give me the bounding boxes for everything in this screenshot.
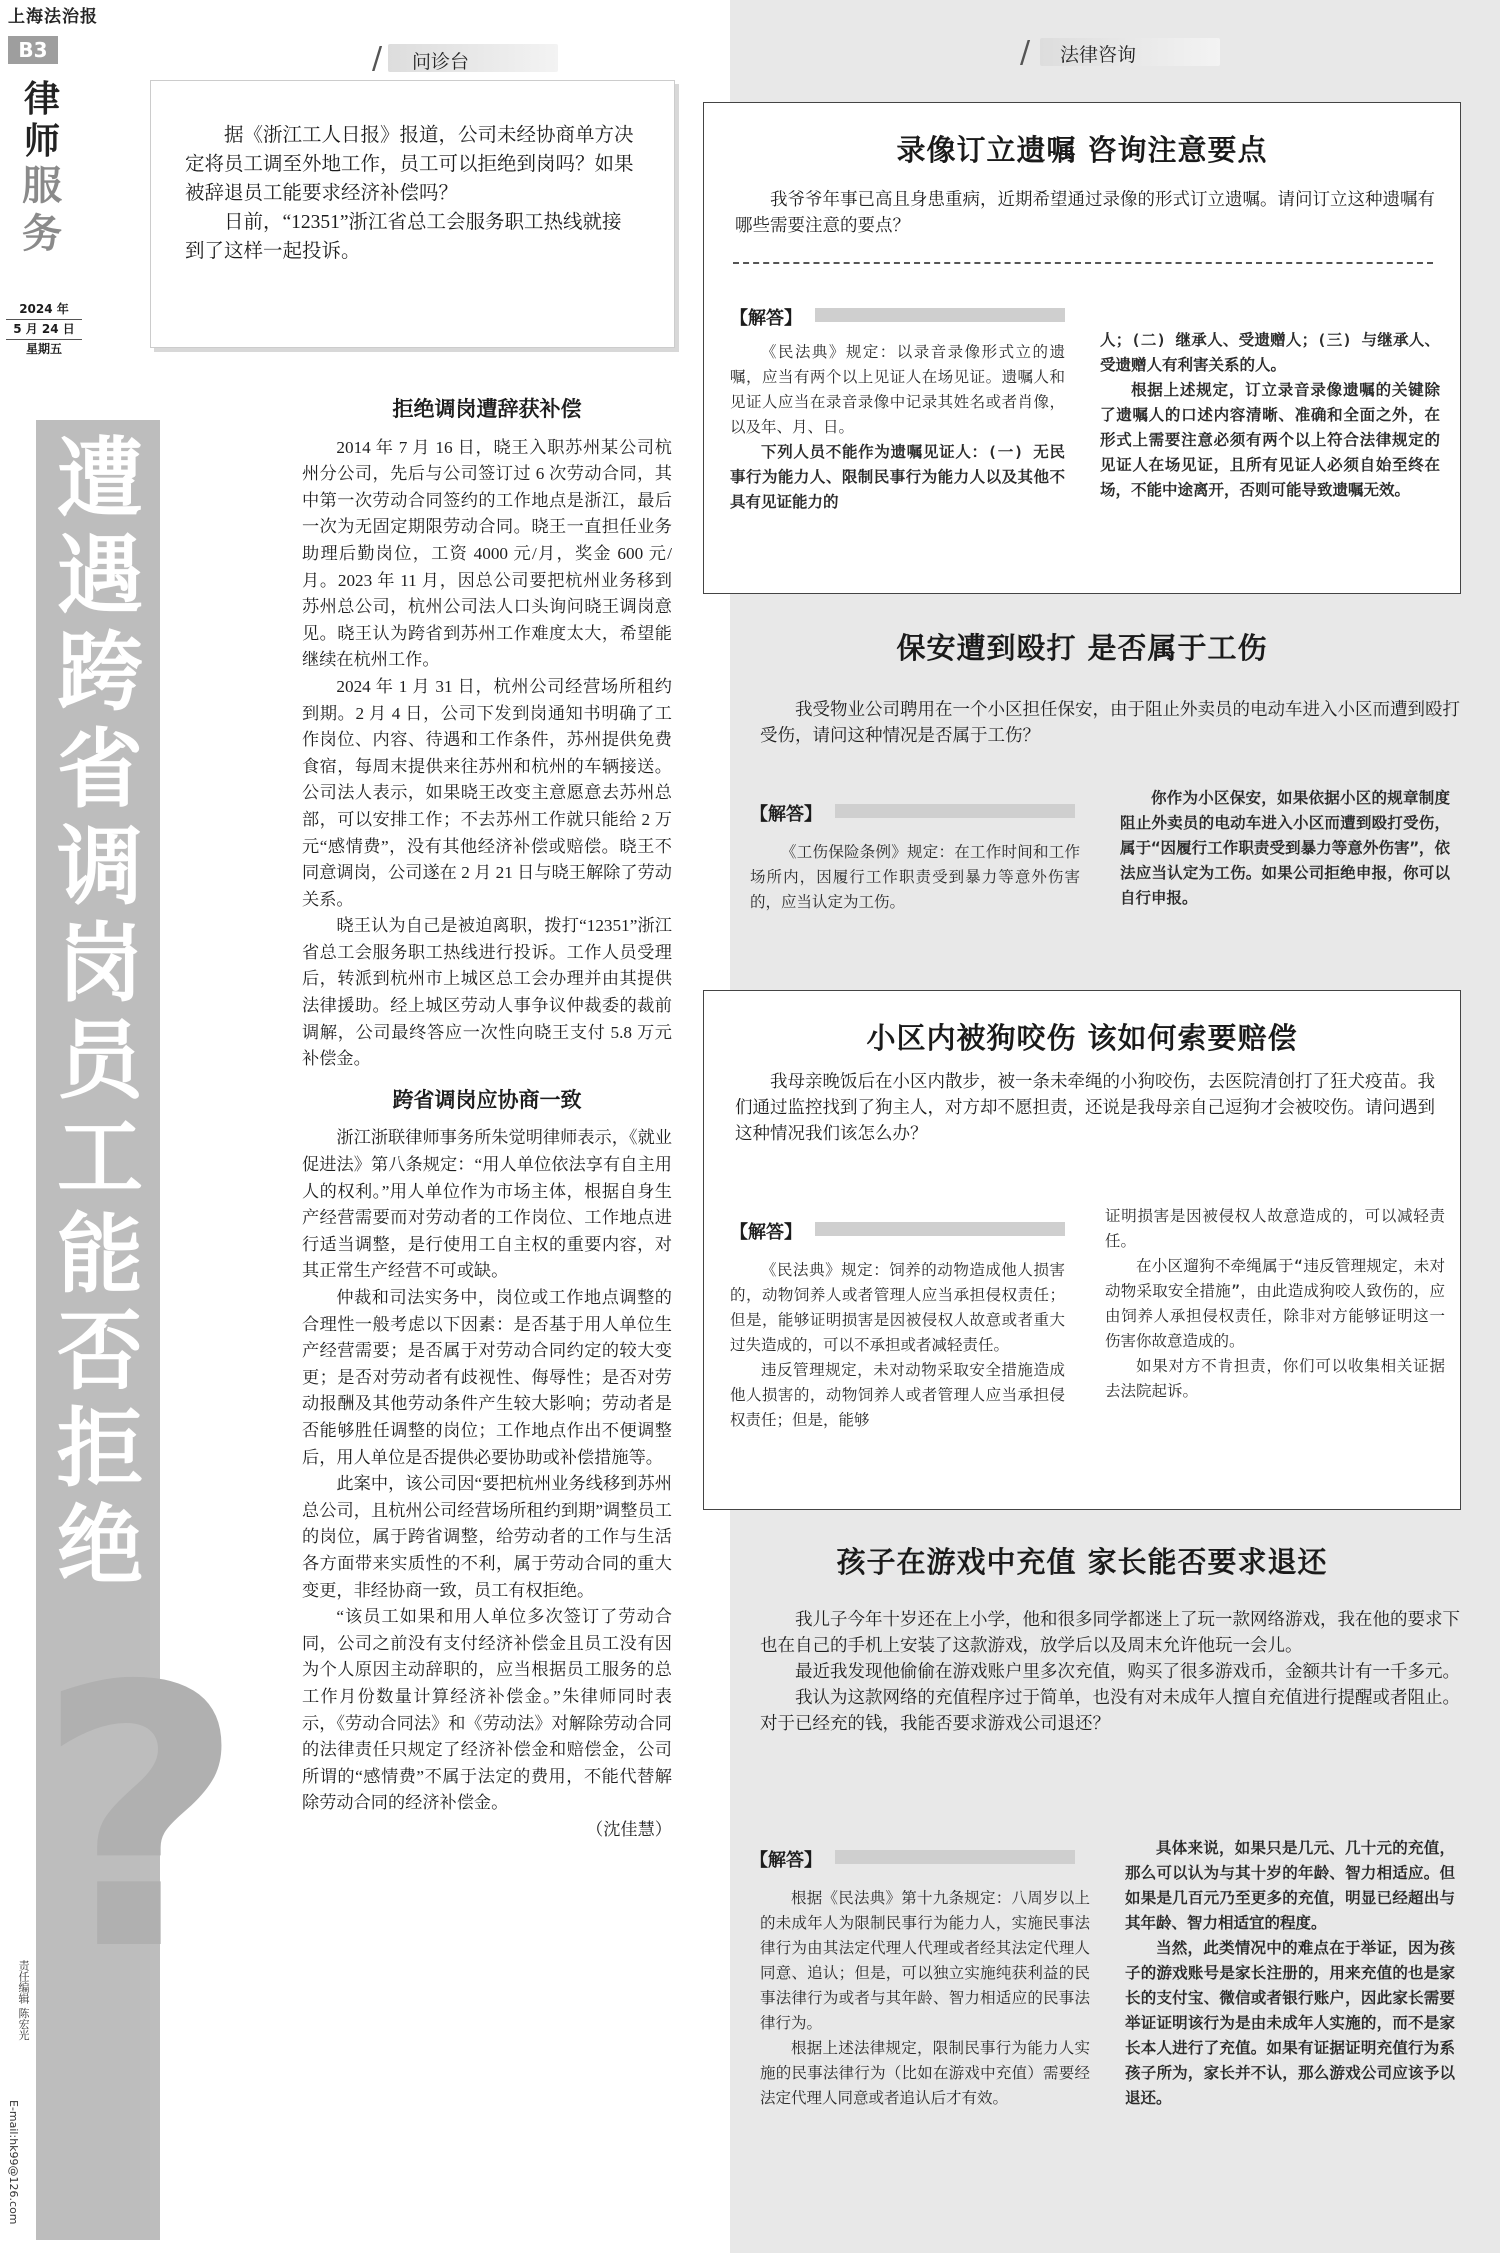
answer-paragraph: 违反管理规定，未对动物采取安全措施造成他人损害的，动物饲养人或者管理人应当承担侵权责任；但是，能够 bbox=[730, 1361, 1065, 1429]
qa-answer-right bbox=[1120, 786, 1450, 911]
qa-answer-right bbox=[1100, 328, 1440, 503]
qa-question bbox=[760, 696, 1460, 748]
qa-question-paragraph: 最近我发现他偷偷在游戏账户里多次充值，购买了很多游戏币，金额共计有一千多元。 bbox=[795, 1661, 1460, 1681]
answer-paragraph: 下列人员不能作为遗嘱见证人：(一) 无民事行为能力人、限制民事行为能力人以及其他不具有见证能力的 bbox=[730, 443, 1065, 511]
answer-paragraph: 《工伤保险条例》规定：在工作时间和工作场所内，因履行工作职责受到暴力等意外伤害的，应当认定为工伤。 bbox=[750, 843, 1080, 911]
column-tag-wenzhentai: 问诊台 bbox=[412, 51, 470, 73]
editor-credit: 责任编辑 陈宏光 bbox=[17, 1960, 30, 2041]
answer-paragraph: 当然，此类情况中的难点在于举证，因为孩子的游戏账号是家长注册的，用来充值的也是家长的支付宝、微信或者银行账户，因此家长需要举证证明该行为是由未成年人实施的，而不是家长本人进行了充值。如果有证据证明充值行为系孩子所为，家长并不认，那么游戏公司应该予以退还。 bbox=[1125, 1939, 1455, 2107]
answer-paragraph: 《民法典》规定：以录音录像形式立的遗嘱，应当有两个以上见证人在场见证。遗嘱人和见证人应当在录音录像中记录其姓名或者肖像，以及年、月、日。 bbox=[730, 343, 1065, 436]
answer-label-bar bbox=[815, 308, 1065, 322]
date-weekday: 星期五 bbox=[25, 342, 62, 356]
qa-answer-right bbox=[1125, 1836, 1455, 2111]
qa-question-paragraph: 我母亲晚饭后在小区内散步，被一条未牵绳的小狗咬伤，去医院清创打了狂犬疫苗。我们通过监控找到了狗主人，对方却不愿担责，还说是我母亲自己逗狗才会被咬伤。请问遇到这种情况我们该怎么办？ bbox=[735, 1071, 1435, 1143]
slash-icon: / bbox=[372, 41, 383, 76]
answer-paragraph: 在小区遛狗不牵绳属于“违反管理规定，未对动物采取安全措施”，由此造成狗咬人致伤的，应由饲养人承担侵权责任，除非对方能够证明这一伤害你故意造成的。 bbox=[1105, 1257, 1445, 1350]
article-subheading: 拒绝调岗遭辞获补偿 bbox=[392, 397, 582, 421]
article-paragraph: 仲裁和司法实务中，岗位或工作地点调整的合理性一般考虑以下因素：是否基于用人单位生产经营需要；是否属于对劳动合同约定的较大变更；是否对劳动者有歧视性、侮辱性；是否对劳动报酬及其他劳动条件产生较大影响；劳动者是否能够胜任调整的岗位；工作地点作出不便调整后，用人单位是否提供必要协助或补偿措施等。 bbox=[302, 1288, 672, 1467]
article-paragraph: 浙江浙联律师事务所朱觉明律师表示，《就业促进法》第八条规定：“用人单位依法享有自主用人的权利。”用人单位作为市场主体，根据自身生产经营需要而对劳动者的工作岗位、工作地点进行适当调整，是行使用工自主权的重要内容，对其正常生产经营不可或缺。 bbox=[302, 1128, 672, 1281]
intro-box bbox=[150, 80, 675, 348]
qa-title: 保安遭到殴打 是否属于工伤 bbox=[896, 631, 1268, 665]
section-name-service: 服务 bbox=[22, 162, 62, 257]
article-paragraph: 2024 年 1 月 31 日，杭州公司经营场所租约到期。2 月 4 日，公司下发到岗通知书明确了工作岗位、内容、待遇和工作条件，苏州提供免费食宿，每周末提供来往苏州和杭州的车辆接送。公司法人表示，如果晓王改变主意愿意去苏州总部，可以安排工作；不去苏州工作就只能给 2 万元“感情费”，没有其他经济补偿或赔偿。晓王不同意调岗，公司遂在 2 月 21 日与晓王解除了劳动关系。 bbox=[302, 676, 672, 909]
page-number: B3 bbox=[8, 36, 58, 64]
article-paragraph: 此案中，该公司因“要把杭州业务线移到苏州总公司，且杭州公司经营场所租约到期”调整员工的岗位，属于跨省调整，给劳动者的工作与生活各方面带来实质性的不利，属于劳动合同的重大变更，非经协商一致，员工有权拒绝。 bbox=[302, 1474, 672, 1600]
qa-question-paragraph: 我儿子今年十岁还在上小学，他和很多同学都迷上了玩一款网络游戏，我在他的要求下也在自己的手机上安装了这款游戏，放学后以及周末允许他玩一会儿。 bbox=[760, 1609, 1460, 1655]
qa-title: 录像订立遗嘱 咨询注意要点 bbox=[896, 133, 1268, 167]
answer-label-bar bbox=[835, 1850, 1075, 1864]
qa-answer-left bbox=[760, 1886, 1090, 2111]
qa-question-paragraph: 我爷爷年事已高且身患重病，近期希望通过录像的形式订立遗嘱。请问订立这种遗嘱有哪些需要注意的要点？ bbox=[735, 189, 1435, 235]
answer-paragraph: 证明损害是因被侵权人故意造成的，可以减轻责任。 bbox=[1105, 1207, 1445, 1250]
sub-headline: 律师：非经协商一致，员工有权拒绝 bbox=[194, 705, 235, 1281]
newspaper-masthead: 上海法治报 bbox=[8, 7, 98, 27]
article-body bbox=[302, 382, 672, 1843]
answer-label: 【解答】 bbox=[750, 804, 822, 825]
answer-paragraph: 如果对方不肯担责，你们可以收集相关证据去法院起诉。 bbox=[1105, 1357, 1445, 1400]
answer-paragraph: 你作为小区保安，如果依据小区的规章制度阻止外卖员的电动车进入小区而遭到殴打受伤，属于“因履行工作职责受到暴力等意外伤害”，依法应当认定为工伤。如果公司拒绝申报，你可以自行申报。 bbox=[1120, 789, 1450, 907]
date-day: 5 月 24 日 bbox=[6, 320, 82, 340]
answer-paragraph: 具体来说，如果只是几元、几十元的充值，那么可以认为与其十岁的年龄、智力相适应。但如果是几百元乃至更多的充值，明显已经超出与其年龄、智力相适宜的程度。 bbox=[1125, 1839, 1455, 1932]
answer-label: 【解答】 bbox=[750, 1850, 822, 1871]
intro-paragraph: 日前，“12351”浙江省总工会服务职工热线就接到了这样一起投诉。 bbox=[185, 212, 622, 262]
intro-paragraph: 据《浙江工人日报》报道，公司未经协商单方决定将员工调至外地工作，员工可以拒绝到岗吗？如果被辞退员工能要求经济补偿吗？ bbox=[185, 125, 634, 204]
issue-date bbox=[6, 300, 82, 359]
answer-paragraph: 人；(二) 继承人、受遗赠人；(三) 与继承人、受遗赠人有利害关系的人。 bbox=[1100, 331, 1440, 374]
answer-label-bar bbox=[835, 804, 1075, 818]
answer-label: 【解答】 bbox=[730, 1222, 802, 1243]
qa-answer-left bbox=[730, 340, 1065, 515]
answer-label-bar bbox=[815, 1222, 1065, 1236]
qa-title: 孩子在游戏中充值 家长能否要求退还 bbox=[836, 1545, 1328, 1579]
article-paragraph: 晓王认为自己是被迫离职，拨打“12351”浙江省总工会服务职工热线进行投诉。工作人员受理后，转派到杭州市上城区总工会办理并由其提供法律援助。经上城区劳动人事争议仲裁委的裁前调解，公司最终答应一次性向晓王支付 5.8 万元补偿金。 bbox=[302, 916, 672, 1069]
column-tag-legal-consult: 法律咨询 bbox=[1060, 44, 1137, 66]
answer-paragraph: 根据上述规定，订立录音录像遗嘱的关键除了遗嘱人的口述内容清晰、准确和全面之外，在形式上需要注意必须有两个以上符合法律规定的见证人在场见证，且所有见证人必须自始至终在场，不能中途离开，否则可能导致遗嘱无效。 bbox=[1100, 381, 1440, 499]
qa-answer-right bbox=[1105, 1204, 1445, 1404]
article-subheading: 跨省调岗应协商一致 bbox=[392, 1087, 582, 1112]
qa-question-paragraph: 我受物业公司聘用在一个小区担任保安，由于阻止外卖员的电动车进入小区而遭到殴打受伤，请问这种情况是否属于工伤？ bbox=[760, 699, 1460, 745]
qa-question bbox=[760, 1606, 1460, 1736]
qa-question-paragraph: 我认为这款网络的充值程序过于简单，也没有对未成年人擅自充值进行提醒或者阻止。对于已经充的钱，我能否要求游戏公司退还？ bbox=[760, 1687, 1460, 1733]
article-byline: （沈佳慧） bbox=[586, 1819, 672, 1839]
qa-question bbox=[735, 1068, 1435, 1146]
article-paragraph: 2014 年 7 月 16 日，晓王入职苏州某公司杭州分公司，先后与公司签订过 6 次劳动合同，其中第一次劳动合同签约的工作地点是浙江，最后一次为无固定期限劳动合同。晓王一直担任业务助理后勤岗位，工资 4000 元/月，奖金 600 元/月。2023 年 11 月，因总公司要把杭州业务移到苏州总公司，杭州公司法人口头询问晓王调岗意见。晓王认为跨省到苏州工作难度太大，希望能继续在杭州工作。 bbox=[302, 437, 672, 670]
answer-paragraph: 根据上述法律规定，限制民事行为能力人实施的民事法律行为（比如在游戏中充值）需要经法定代理人同意或者追认后才有效。 bbox=[760, 2039, 1090, 2107]
editor-email: E-mail:hk99@126.com bbox=[7, 2100, 20, 2225]
question-mark-graphic: ? bbox=[36, 1610, 245, 2029]
slash-icon: / bbox=[1020, 35, 1031, 70]
qa-title: 小区内被狗咬伤 该如何索要赔偿 bbox=[866, 1021, 1298, 1055]
answer-paragraph: 根据《民法典》第十九条规定：八周岁以上的未成年人为限制民事行为能力人，实施民事法律行为由其法定代理人代理或者经其法定代理人同意、追认；但是，可以独立实施纯获利益的民事法律行为或者与其年龄、智力相适应的民事法律行为。 bbox=[760, 1889, 1090, 2032]
main-headline: 遭遇跨省调岗 员工能否拒绝 bbox=[57, 428, 143, 1596]
qa-answer-left bbox=[730, 1258, 1065, 1433]
qa-answer-left bbox=[750, 840, 1080, 915]
article-paragraph: “该员工如果和用人单位多次签订了劳动合同，公司之前没有支付经济补偿金且员工没有因为个人原因主动辞职的，应当根据员工服务的总工作月份数量计算经济补偿金。”朱律师同时表示，《劳动合同法》和《劳动法》对解除劳动合同的法律责任只规定了经济补偿金和赔偿金，公司所谓的“感情费”不属于法定的费用，不能代替解除劳动合同的经济补偿金。 bbox=[302, 1607, 672, 1813]
dashed-divider bbox=[733, 262, 1433, 264]
qa-question bbox=[735, 186, 1435, 238]
answer-label: 【解答】 bbox=[730, 308, 802, 329]
answer-paragraph: 《民法典》规定：饲养的动物造成他人损害的，动物饲养人或者管理人应当承担侵权责任；但是，能够证明损害是因被侵权人故意或者重大过失造成的，可以不承担或者减轻责任。 bbox=[730, 1261, 1065, 1354]
section-name-lawyer: 律师 bbox=[23, 78, 60, 162]
date-year: 2024 年 bbox=[6, 300, 82, 320]
